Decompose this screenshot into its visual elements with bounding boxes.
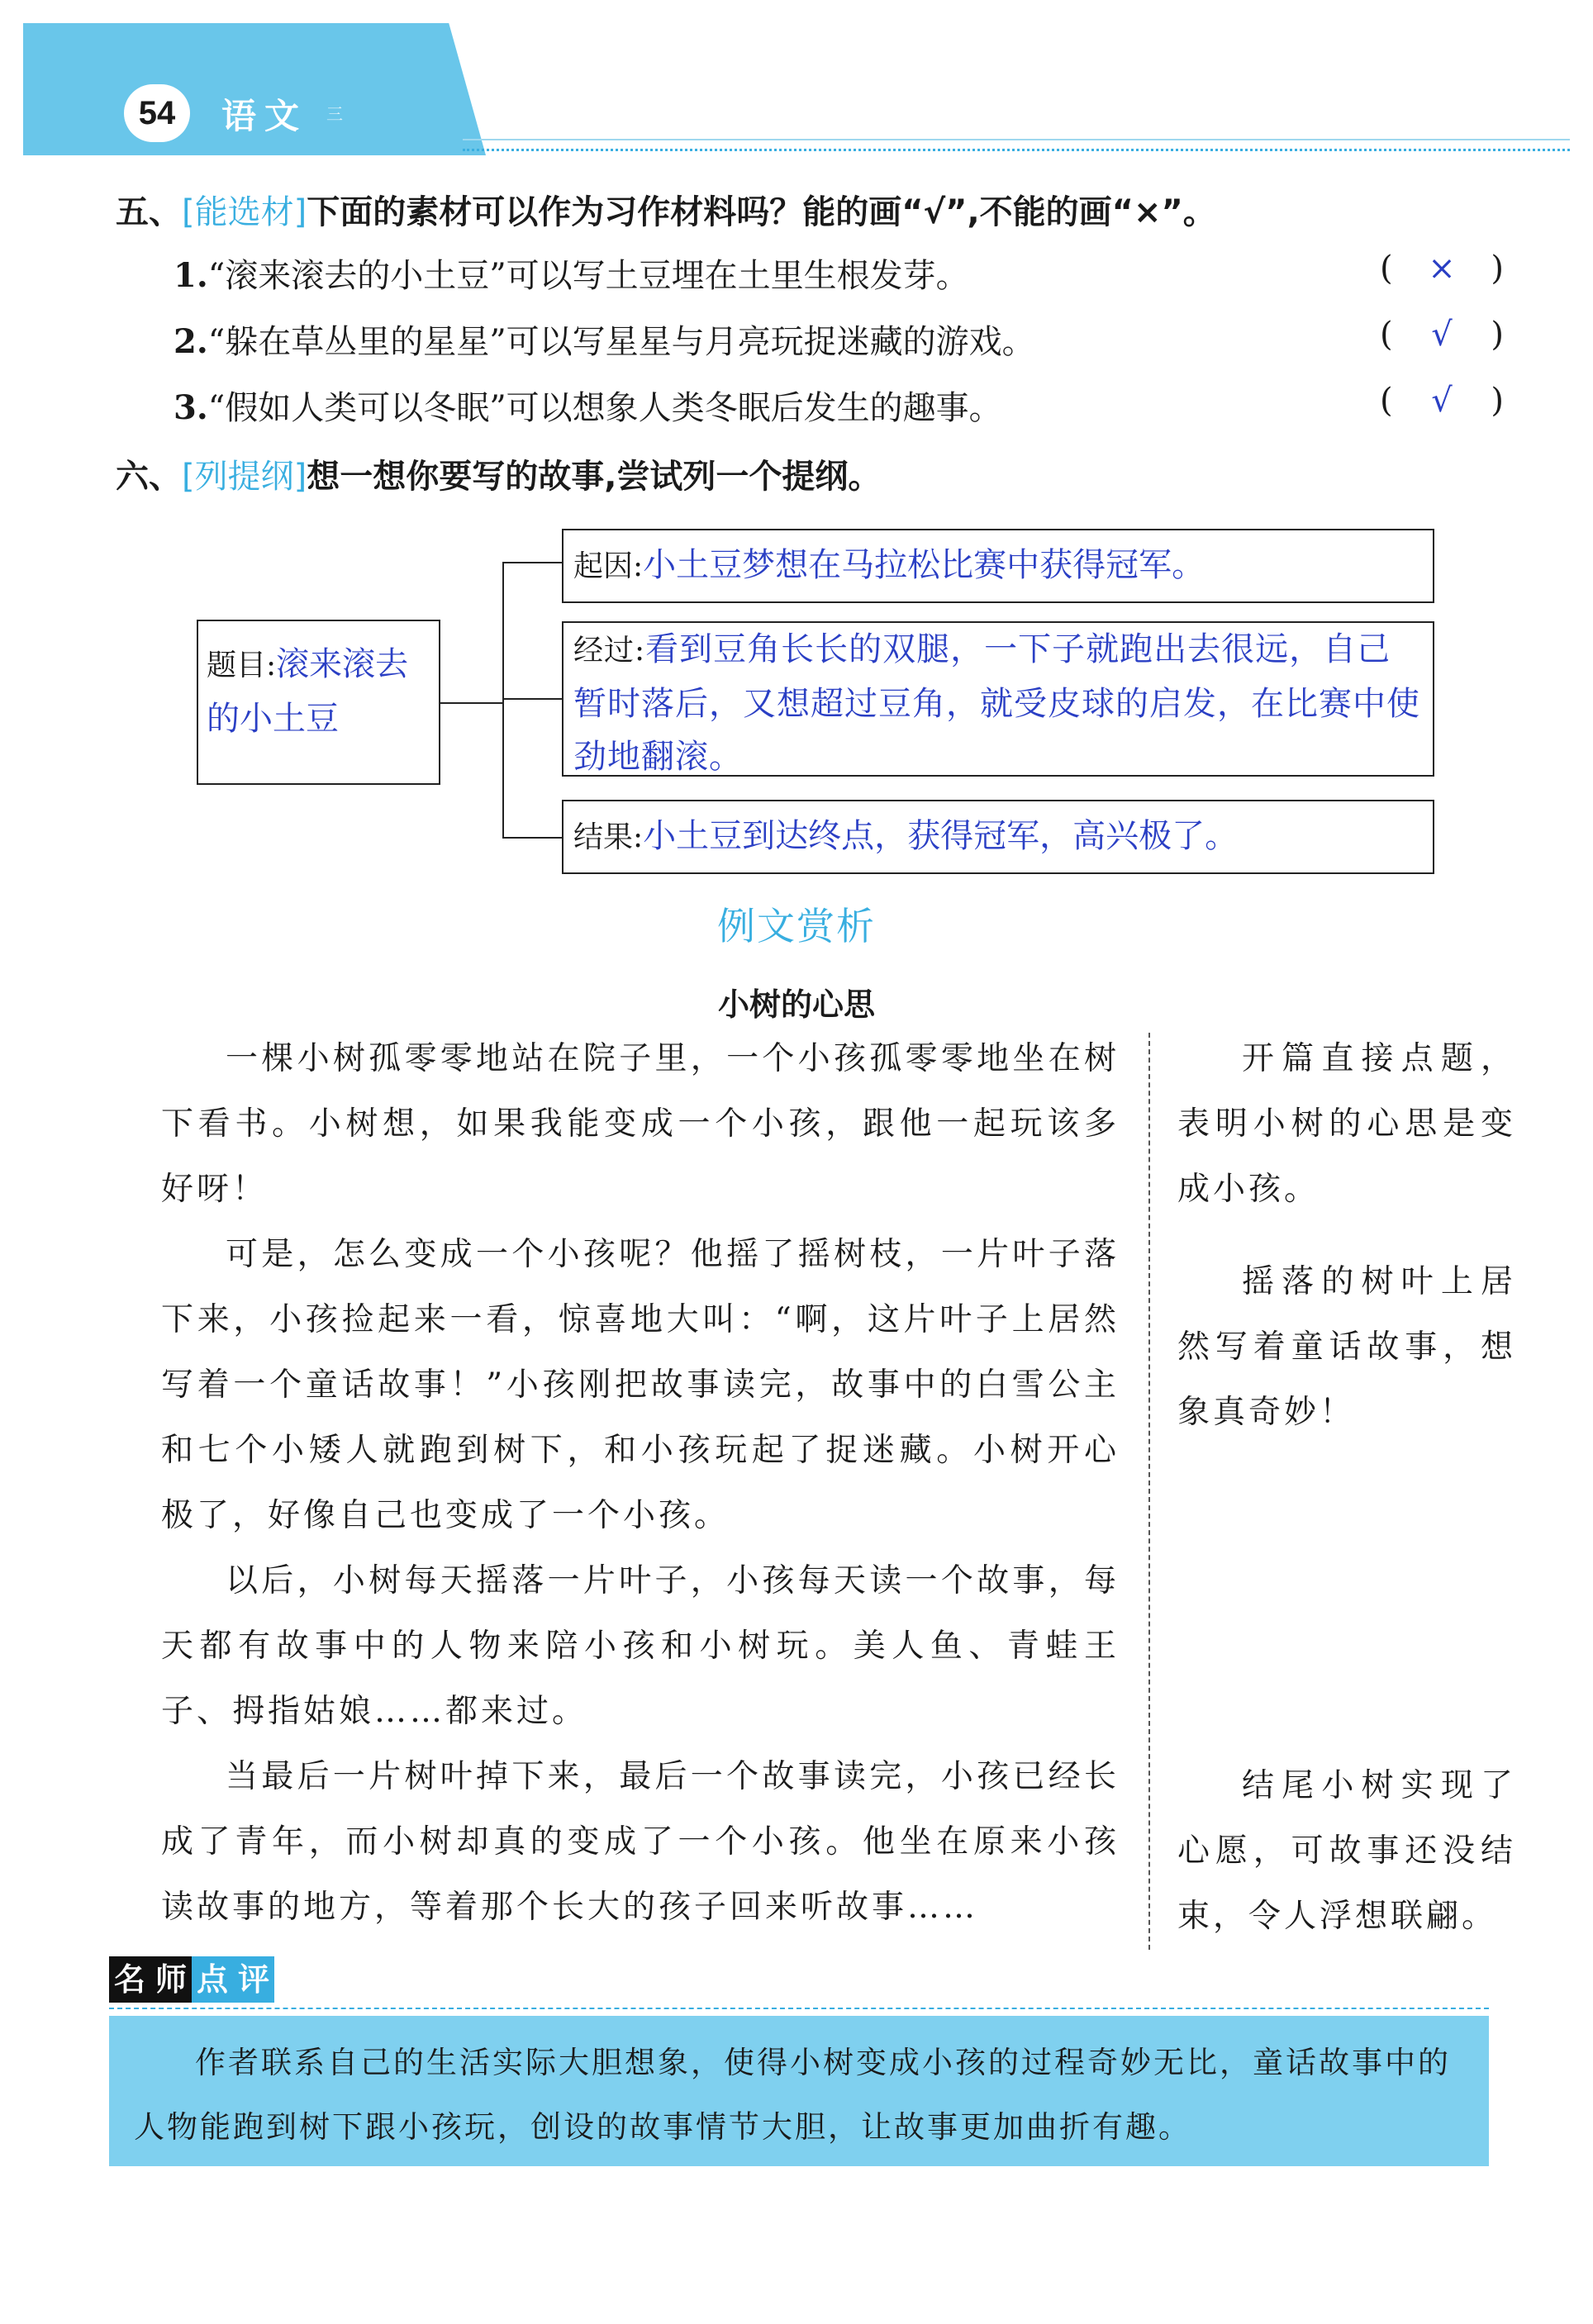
answer-mark: √: [1431, 316, 1453, 354]
comment-dashed-line: [109, 2008, 1489, 2009]
item-text: “假如人类可以冬眠”可以想象人类冬眠后发生的趣事。: [207, 389, 1002, 427]
comment-box: [109, 2016, 1489, 2166]
answer-mark: √: [1431, 382, 1453, 420]
subject-label: 语文: [221, 96, 308, 136]
answer-slot-1: [1380, 250, 1504, 288]
connector-process: [502, 698, 562, 700]
column-divider: [1148, 1033, 1150, 1950]
essay-paragraph: 当最后一片树叶掉下来，最后一个故事读完，小孩已经长成了青年，而小树却真的变成了一个小孩。他坐在原来小孩读故事的地方，等着那个长大的孩子回来听故事……: [161, 1758, 1120, 1926]
topic-value: 滚来滚去的小土豆: [207, 645, 409, 738]
paren-open: (: [1380, 316, 1393, 354]
result-label: 结果:: [573, 820, 644, 854]
example-heading: 例文赏析: [717, 904, 876, 948]
paren-close: ): [1491, 250, 1504, 288]
essay-paragraph: 以后，小树每天摇落一片叶子，小孩每天读一个故事，每天都有故事中的人物来陪小孩和小树玩。美人鱼、青蛙王子、拇指姑娘……都来过。: [161, 1562, 1120, 1730]
cause-value: 小土豆梦想在马拉松比赛中获得冠军。: [643, 546, 1205, 584]
cause-label: 起因:: [573, 549, 644, 583]
essay-body: [161, 1026, 1120, 1940]
process-label: 经过:: [573, 634, 646, 668]
section6-instruction: 想一想你要写的故事,尝试列一个提纲。: [307, 458, 882, 496]
essay-title: 小树的心思: [717, 986, 875, 1023]
process-value: 看到豆角长长的双腿，一下子就跑出去很远，自己暂时落后，又想超过豆角，就受皮球的启发，在比赛中使劲地翻滚。: [573, 630, 1420, 776]
essay-paragraph: 可是，怎么变成一个小孩呢？他摇了摇树枝，一片叶子落下来，小孩捡起来一看，惊喜地大叫：“啊，这片叶子上居然写着一个童话故事！”小孩刚把故事读完，故事中的白雪公主和七个小矮人就跑到树下，和小孩玩起了捉迷藏。小树开心极了，好像自己也变成了一个小孩。: [161, 1236, 1120, 1534]
connector-horizontal: [440, 702, 502, 704]
paren-open: (: [1380, 250, 1393, 288]
section6-title: [116, 450, 881, 497]
section5-number: 五、: [116, 193, 182, 231]
header-dotted-line: [463, 149, 1570, 151]
connector-cause: [502, 562, 562, 563]
section5-title: [116, 186, 1216, 233]
result-value: 小土豆到达终点，获得冠军，高兴极了。: [643, 817, 1239, 855]
answer-slot-2: [1380, 316, 1504, 354]
comment-tag: [109, 1956, 274, 2003]
section6-number: 六、: [116, 458, 182, 496]
item-number: 3.: [174, 388, 208, 427]
paren-close: ): [1491, 382, 1504, 420]
comment-tag-char: 师: [150, 1956, 192, 2003]
item-text: “滚来滚去的小土豆”可以写土豆埋在土里生根发芽。: [207, 257, 969, 295]
outline-topic-box: [197, 620, 440, 785]
item-number: 2.: [174, 322, 208, 361]
side-note-text: 开篇直接点题，表明小树的心思是变成小孩。: [1177, 1040, 1516, 1208]
section5-tag: [能选材]: [182, 193, 307, 231]
answer-mark: ×: [1428, 250, 1456, 288]
paren-close: ): [1491, 316, 1504, 354]
comment-tag-char: 评: [233, 1956, 274, 2003]
section5-instruction: 下面的素材可以作为习作材料吗？能的画“√”,不能的画“×”。: [307, 193, 1216, 231]
side-note-3: [1177, 1753, 1516, 1949]
outline-result-box: [562, 800, 1434, 874]
section5-item-1: [174, 250, 969, 297]
section5-item-3: [174, 382, 1002, 429]
side-note-text: 摇落的树叶上居然写着童话故事，想象真奇妙！: [1177, 1263, 1516, 1431]
comment-text: 作者联系自己的生活实际大胆想象，使得小树变成小孩的过程奇妙无比，童话故事中的人物能跑到树下跟小孩玩，创设的故事情节大胆，让故事更加曲折有趣。: [134, 2045, 1451, 2145]
side-note-text: 结尾小树实现了心愿，可故事还没结束，令人浮想联翩。: [1177, 1767, 1516, 1935]
outline-cause-box: [562, 529, 1434, 603]
section6-tag: [列提纲]: [182, 458, 307, 496]
item-number: 1.: [174, 256, 208, 295]
section5-item-2: [174, 316, 1035, 363]
header-divider: [463, 139, 1570, 140]
side-note-2: [1177, 1249, 1516, 1445]
outline-process-box: [562, 621, 1434, 777]
answer-slot-3: [1380, 382, 1504, 420]
grade-label: 三: [326, 104, 343, 124]
connector-vertical: [502, 562, 504, 839]
connector-result: [502, 837, 562, 839]
paren-open: (: [1380, 382, 1393, 420]
comment-tag-char: 点: [192, 1956, 233, 2003]
comment-tag-char: 名: [109, 1956, 150, 2003]
page-number: 54: [124, 84, 190, 142]
topic-label: 题目:: [207, 649, 277, 682]
essay-paragraph: 一棵小树孤零零地站在院子里，一个小孩孤零零地坐在树下看书。小树想，如果我能变成一个小孩，跟他一起玩该多好呀！: [161, 1040, 1120, 1208]
item-text: “躲在草丛里的星星”可以写星星与月亮玩捉迷藏的游戏。: [207, 323, 1035, 361]
side-note-1: [1177, 1026, 1516, 1222]
